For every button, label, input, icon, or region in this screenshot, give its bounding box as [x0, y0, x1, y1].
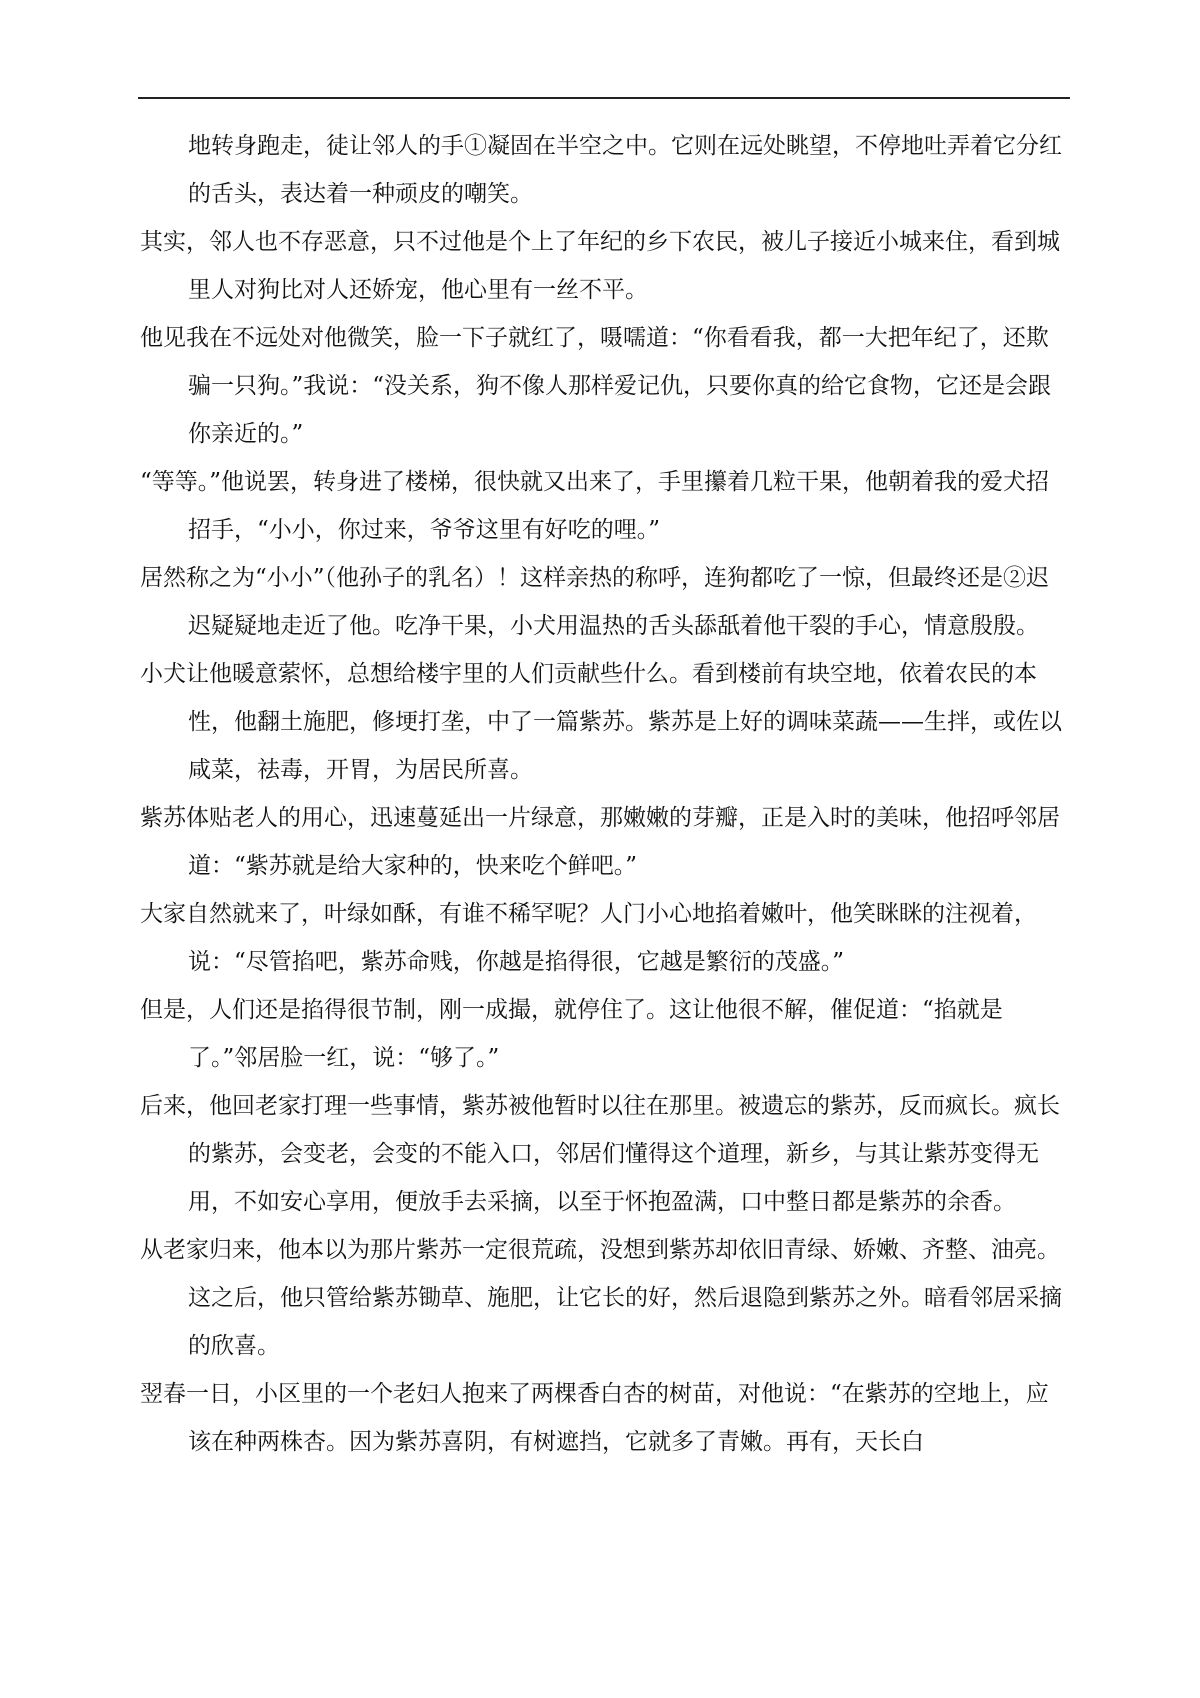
paragraph-3: 他见我在不远处对他微笑，脸一下子就红了，嗫嚅道：“你看看我，都一大把年纪了，还欺骗一只狗。”我说：“没关系，狗不像人那样爱记仇，只要你真的给它食物，它还是会跟你亲近的。” — [140, 325, 1052, 447]
paragraph-7: 紫苏体贴老人的用心，迅速蔓延出一片绿意，那嫩嫩的芽瓣，正是入时的美味，他招呼邻居道：“紫苏就是给大家种的，快来吃个鲜吧。” — [140, 805, 1060, 879]
paragraph-5: 居然称之为“小小”（他孙子的乳名）！这样亲热的称呼，连狗都吃了一惊，但最终还是②迟迟疑疑地走近了他。吃净干果，小犬用温热的舌头舔舐着他干裂的手心，情意殷殷。 — [140, 565, 1050, 639]
paragraph-4: “等等。”他说罢，转身进了楼梯，很快就又出来了，手里攥着几粒干果，他朝着我的爱犬招招手，“小小，你过来，爷爷这里有好吃的哩。” — [140, 469, 1050, 543]
paragraph-6: 小犬让他暖意萦怀，总想给楼宇里的人们贡献些什么。看到楼前有块空地，依着农民的本性，他翻土施肥，修埂打垄，中了一篇紫苏。紫苏是上好的调味菜蔬——生拌，或佐以咸菜，祛毒，开胃，为居民所喜。 — [140, 661, 1062, 783]
paragraph-11: 从老家归来，他本以为那片紫苏一定很荒疏，没想到紫苏却依旧青绿、娇嫩、齐整、油亮。这之后，他只管给紫苏锄草、施肥，让它长的好，然后退隐到紫苏之外。暗看邻居采摘的欣喜。 — [140, 1237, 1062, 1359]
paragraph-2: 其实，邻人也不存恶意，只不过他是个上了年纪的乡下农民，被儿子接近小城来住，看到城里人对狗比对人还娇宠，他心里有一丝不平。 — [140, 229, 1060, 303]
paragraph-10: 后来，他回老家打理一些事情，紫苏被他暂时以往在那里。被遗忘的紫苏，反而疯长。疯长的紫苏，会变老，会变的不能入口，邻居们懂得这个道理，新乡，与其让紫苏变得无用，不如安心享用，便放手去采摘，以至于怀抱盈满，口中整日都是紫苏的余香。 — [140, 1093, 1060, 1215]
header-rule — [138, 97, 1070, 99]
paragraph-1: 地转身跑走，徒让邻人的手①凝固在半空之中。它则在远处眺望，不停地吐弄着它分红的舌头，表达着一种顽皮的嘲笑。 — [188, 133, 1062, 207]
paragraph-9: 但是，人们还是掐得很节制，刚一成撮，就停住了。这让他很不解，催促道：“掐就是了。”邻居脸一红，说：“够了。” — [140, 997, 1003, 1071]
paragraph-8: 大家自然就来了，叶绿如酥，有谁不稀罕呢？人门小心地掐着嫩叶，他笑眯眯的注视着，说：“尽管掐吧，紫苏命贱，你越是掐得很，它越是繁衍的茂盛。” — [140, 901, 1037, 975]
article-body — [140, 122, 1070, 1466]
paragraph-12: 翌春一日，小区里的一个老妇人抱来了两棵香白杏的树苗，对他说：“在紫苏的空地上，应该在种两株杏。因为紫苏喜阴，有树遮挡，它就多了青嫩。再有，天长白 — [140, 1381, 1049, 1455]
